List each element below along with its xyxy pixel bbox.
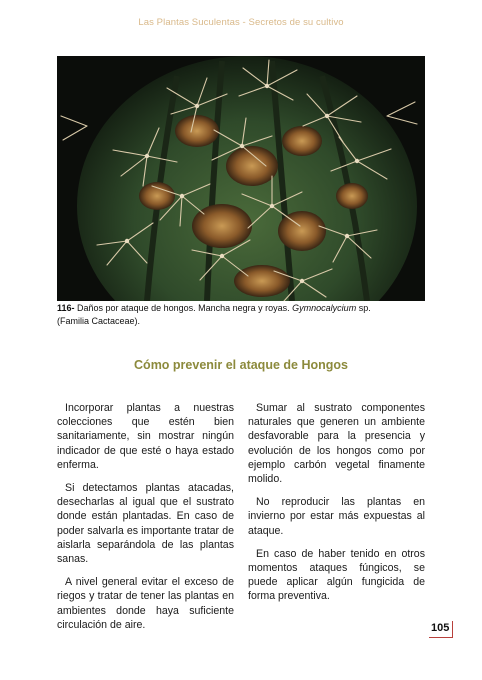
- running-header: Las Plantas Suculentas - Secretos de su cultivo: [138, 17, 344, 28]
- caption-species: Gymnocalycium: [292, 303, 357, 313]
- figure-number: 116-: [57, 303, 75, 313]
- cactus-photo: [57, 56, 425, 301]
- caption-family: (Familia Cactaceae).: [57, 315, 141, 326]
- left-column: [57, 401, 234, 641]
- section-title: Cómo prevenir el ataque de Hongos: [134, 358, 348, 372]
- caption-text: Daños por ataque de hongos. Mancha negra y royas.: [74, 303, 293, 313]
- paragraph: Si detectamos plantas atacadas, desecharlas al igual que el sustrato donde están plantadas. En caso de poder salvarla es importante tratar de aislarla separándola de las plantas sanas.: [57, 482, 234, 566]
- paragraph: En caso de haber tenido en otros momentos ataques fúngicos, se puede aplicar algún fungicida de forma preventiva.: [248, 547, 425, 603]
- caption-tail: sp.: [356, 303, 371, 313]
- paragraph: A nivel general evitar el exceso de riegos y tratar de tener las plantas en ambientes donde haya suficiente circulación de aire.: [57, 576, 234, 631]
- page-number: 105: [429, 621, 453, 638]
- paragraph: Incorporar plantas a nuestras colecciones que estén bien sanitariamente, sin mostrar ningún indicador de que esté o haya estado enferma.: [57, 402, 234, 471]
- paragraph: Sumar al sustrato componentes naturales que generen un ambiente desfavorable para la presencia y evolución de los hongos como por ejemplo carbón vegetal finamente molido.: [248, 402, 425, 486]
- right-column: [248, 401, 425, 613]
- paragraph: No reproducir las plantas en invierno por estar más expuestas al ataque.: [248, 496, 425, 537]
- figure-caption: [57, 302, 427, 327]
